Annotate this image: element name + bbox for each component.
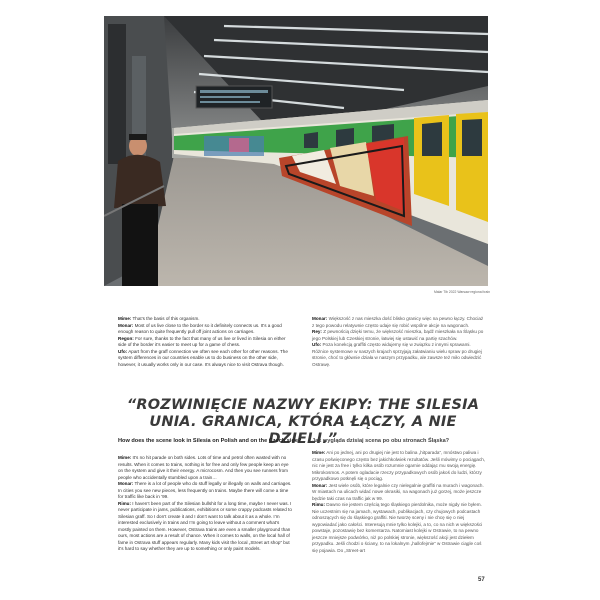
speaker-name: Mime: [118,455,132,460]
paragraph [118,323,292,336]
speaker-name: Monar: [118,481,134,486]
english-answer-column [118,455,292,553]
question-polish: Jak wygląda dzisiaj scena po obu stronach Śląska? [312,438,450,444]
speaker-name: Monar: [312,482,328,488]
paragraph-text: There is a lot of people who do stuff legally or illegally on walls and carriages. In cities you see new pieces, less frequently on trains. Maybe there will come a time for traffic like back in ’99. [118,481,292,499]
train-station-photo [104,16,488,286]
polish-intro-column [312,316,486,368]
speaker-name: Mime: [312,450,326,455]
page-number: 57 [478,577,485,583]
paragraph-text: It’s no hit parade on both sides. Lots of time and petrol often wasted with no results. When it comes to trains, nothing is for free and only few people keep an eye on the system and give it their energy. A microcosm. And then you see runners from people who accidentally stumbled upon a train… [118,455,289,480]
paragraph [312,342,486,368]
speaker-name: Regon: [118,335,134,341]
speaker-name: Monar: [312,316,328,321]
paragraph [118,501,292,553]
speaker-name: Ufo: [118,348,128,354]
paragraph [312,316,486,329]
polish-answer-column [312,450,486,554]
paragraph-text: Apart from the graff connection we often see each other for other reasons. The system differences in our countries enable us to do business on the other side, however, it usually works only in our case. It’s always nice to visit Ostrava though. [118,348,288,367]
speaker-name: Rey: [312,329,322,334]
paragraph-text: That’s the basis of this organism. [131,316,200,321]
speaker-name: Monar: [118,322,134,328]
paragraph-text: Ani po jednej, ani po drugiej nie jest to balina „hitparada”, mnóstwo paliwa i czasu poświęconego często bez jakichkolwiek rezultatów. Jeśli mówimy o pociągach, nic nie jest za free i tylko kilka osób rozumnie ogarnie oddając mu swoją energię. Mikrokosmos. A potem ogladacie rzeczy przypadkowych osób jakoś do ludzi, którzy przypadkowo potknęli się o pociąg. [312,450,486,481]
paragraph [312,502,486,554]
paragraph [118,349,292,369]
speaker-name: Rimu: [312,502,326,507]
paragraph-text: Poza konekcją graffiti często widujemy się w związku z innymi sprawami. Różnice systemowe w naszych krajach sprzyjają załatwianiu wielu spraw po drugiej stronie, choć to głównie działa w naszym przypadku, ale zawsze też miło odwiedzić Ostrawę. [312,342,482,367]
paragraph [118,336,292,349]
paragraph-text: I haven’t been part of the Silesian bullshit for a long time, maybe I never was. I never participate in jams, publications, exhibitions or some crappy podcasts related to Silesian graff. So I don’t create it and I don’t want to talk about it as a whole. I’m interested exclusively in trains and I’m going to leave without a comment what’s mostly painted on them. However, Ostrava trains are even a smaller playground than ours, most actions are a result of chance. When it comes to walls, on the local hall of fame in Ostrava stuff appears regularly. Many kids visit the local „Street art shop” but it’s hard to say whether they are up to something or only paint models. [118,500,292,551]
paragraph-text: Z pewnością dzięki temu, że większość mieszka, bądź mieszkała na Śląsku po jego Polskiej lub Czeskiej stronie, łatwiej się ustawić na partię szachów. [312,329,484,341]
paragraph-text: Dawno nie jestem częścią tego śląskiego pierdolnika, może nigdy nie byłem. Nie uczestnim się na jamach, wystawach, publikacjach, czy chujowych podcastach odnoszących się do śląskiego graffiti. Nie tworzę sceny i nie chcę się o niej wypowiadać jako całości. Interesują mnie tylko kolejki, a to, co na nich w większości powstaje, pozostawię bez komentarza. Natomiast kolejki w Ostrawie, to na pewno jeszcze mniejsze podwórko, niż po polskiej stronie, większość akcji jest dziełem przypadku. Jeśli chodzi o ściany, to na lokalnym „hallofejmie” w Ostrawie ciągle coś się pojawia. Do „Street-art [312,502,483,553]
paragraph-text: For sure, thanks to the fact that many of us live or lived in Silesia on either side of the border it’s easier to meet up for a game of chess. [118,335,286,347]
pull-quote: “ROZWINIĘCIE NAZWY EKIPY: THE SILESIA UNIA. GRANICA, KTÓRA ŁĄCZY, A NIE DZIELI.” [126,397,480,447]
paragraph-text: Jest wiele osób, które legalnie czy nielegalnie graffiti na murach i wagonach. W miastach na ulicach widać nowe okrasiki, na wagonach już gorzej, może jeszcze będzie taki czas na traffic jak w 99. [312,482,484,501]
question-english: How does the scene look in Silesia on Polish and on the Czech side? [118,438,302,444]
paragraph [312,450,486,483]
speaker-name: Rimu: [118,500,132,506]
english-intro-column [118,316,292,368]
speaker-name: Ufo: [312,342,322,347]
paragraph [118,455,292,481]
paragraph [312,483,486,503]
photo-caption: Malar Tib 2022 Warsaw regional train [433,290,490,294]
paragraph-text: Most of us live close to the border so it definitely connects us. It’s a good enough reason to quite frequently pull off joint actions on carriages. [118,322,282,334]
paragraph [312,329,486,342]
paragraph [118,481,292,501]
speaker-name: Mime: [118,316,132,321]
paragraph-text: Większość z nas mieszka dość blisko granicy więc na pewno łączy. Chociaż z tego powodu relatywnie często udaje się robić wspólne akcje na wagonach. [312,316,484,328]
photo-illustration [104,16,488,286]
